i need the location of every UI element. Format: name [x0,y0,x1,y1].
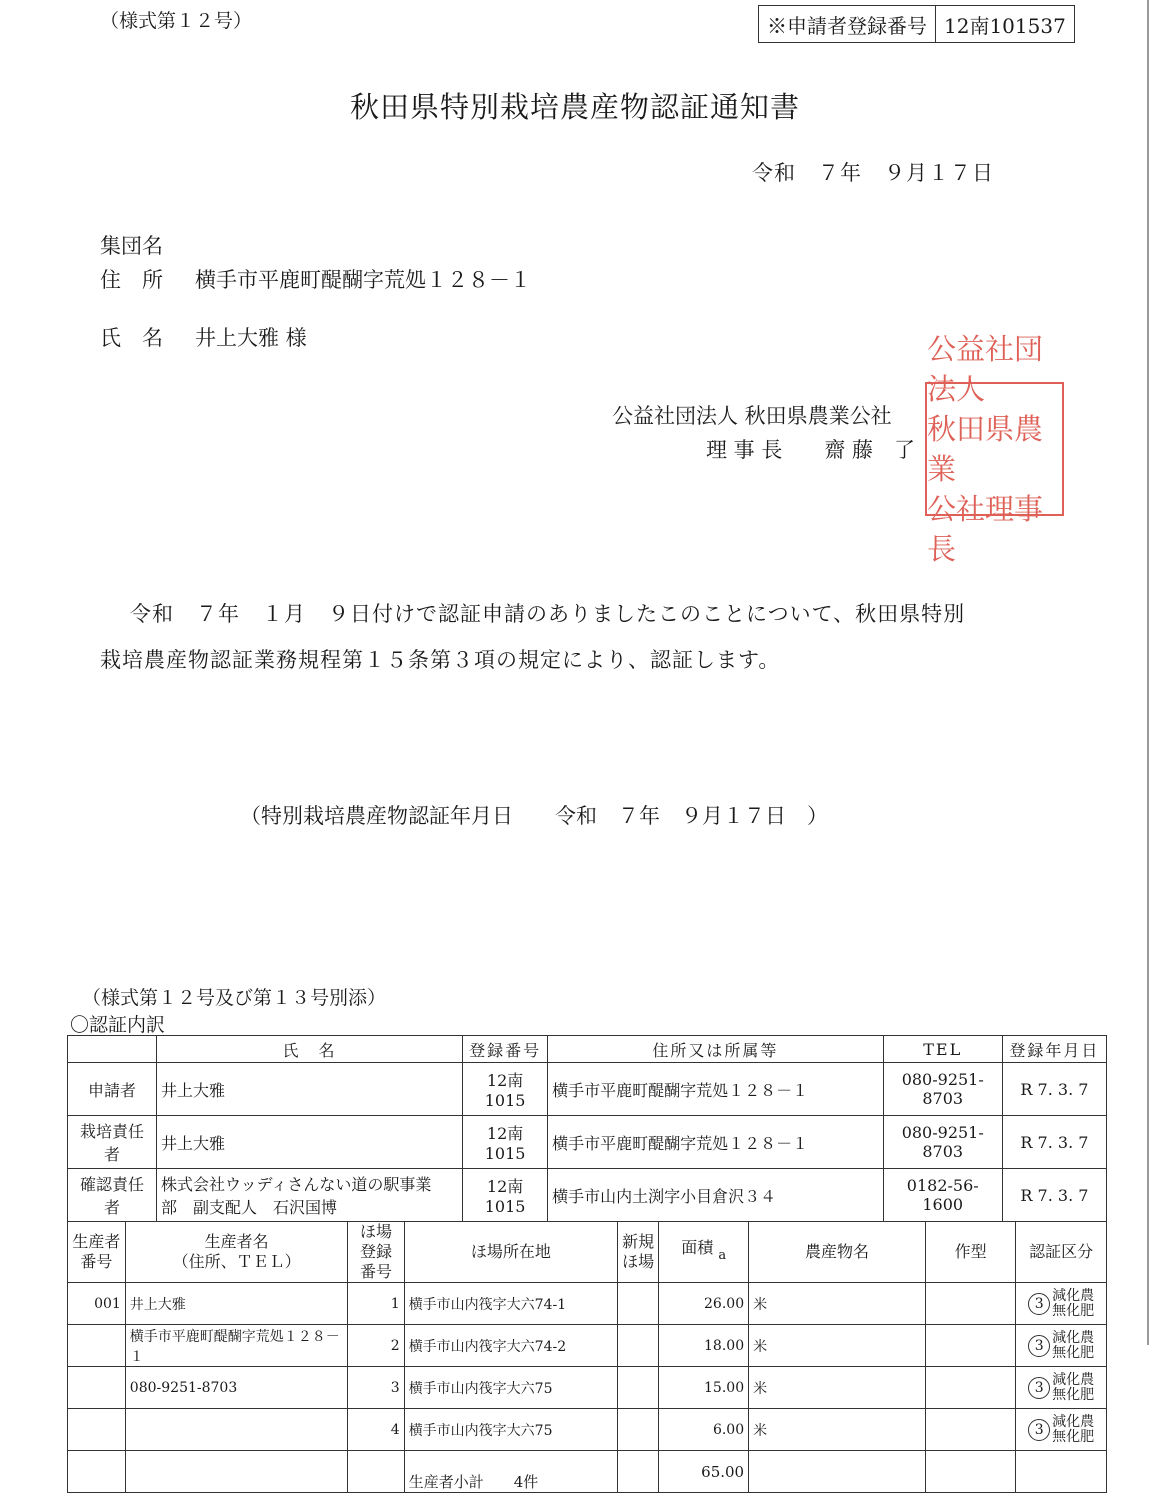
name-cell [156,1169,462,1222]
subtotal-empty-7 [1016,1451,1107,1493]
reg-cell: 12南1015 [463,1169,548,1222]
seal-line-3: 公社理事長 [927,492,1044,566]
table-row [68,1325,1107,1367]
location-cell: 横手市山内筏字大六75 [404,1367,617,1409]
issuer-organization: 公益社団法人 秋田県農業公社 [612,404,892,428]
body-line-1: 令和 ７年 １月 ９日付けで認証申請のありましたこのことについて、秋田県特別 [130,602,966,626]
name-label: 氏 名 [100,326,163,350]
producer-no-cell [68,1409,126,1451]
subtotal-empty-5 [749,1451,926,1493]
category-number: 3 [1028,1419,1050,1441]
producer-no-cell [68,1325,126,1367]
crop-type-cell [925,1283,1015,1325]
persons-header-reg: 登録番号 [463,1036,548,1063]
role-cell: 申請者 [68,1063,157,1116]
area-cell: 6.00 [659,1409,749,1451]
group-label: 集団名 [100,234,163,258]
category-number: 3 [1028,1293,1050,1315]
table-row [68,1409,1107,1451]
producer-info-cell: 080-9251-8703 [125,1367,348,1409]
table-row [68,1116,1107,1169]
category-line-2: 無化肥 [1052,1428,1095,1445]
producer-info-cell: 横手市平鹿町醍醐字荒処１２８－１ [125,1325,348,1367]
registration-box [758,5,1075,43]
issue-date: 令和 ７年 ９月１７日 [752,161,994,185]
crop-type-cell [925,1367,1015,1409]
crop-cell: 米 [749,1283,926,1325]
location-cell: 横手市山内筏字大六74-1 [404,1283,617,1325]
header-crop-type: 作型 [925,1222,1015,1283]
table-row [68,1367,1107,1409]
category-cell [1016,1325,1107,1367]
location-cell: 横手市山内筏字大六74-2 [404,1325,617,1367]
new-field-cell [618,1325,659,1367]
subtotal-row [68,1451,1107,1493]
crop-type-cell [925,1325,1015,1367]
subtotal-empty-6 [925,1451,1015,1493]
fields-table [67,1221,1107,1493]
table-row [68,1283,1107,1325]
reg-cell: 12南1015 [463,1116,548,1169]
role-cell: 栽培責任者 [68,1116,157,1169]
subtotal-empty-2 [125,1451,348,1493]
persons-table [67,1035,1107,1222]
subtotal-empty-1 [68,1451,126,1493]
attachment-label: （様式第１２号及び第１３号別添） [82,987,387,1009]
category-line-2: 無化肥 [1052,1386,1095,1403]
subtotal-empty-3 [348,1451,404,1493]
header-producer-name [125,1222,348,1283]
page-edge-line [1147,0,1149,1345]
date-cell: R 7. 3. 7 [1002,1063,1106,1116]
name-cell: 井上大雅 [156,1063,462,1116]
address-cell: 横手市平鹿町醍醐字荒処１２８－１ [548,1063,884,1116]
category-cell [1016,1409,1107,1451]
crop-type-cell [925,1409,1015,1451]
name-cell: 井上大雅 [156,1116,462,1169]
name-line-1: 株式会社ウッディさんない道の駅事業 [160,1175,432,1194]
header-producer-name-2: （住所、ＴＥＬ） [172,1252,301,1271]
scan-blank-area [0,1345,55,1475]
category-line-1: 減化農 [1052,1329,1095,1346]
address-label: 住 所 [100,268,163,292]
field-no-cell: 4 [348,1409,404,1451]
registration-label: ※申請者登録番号 [767,13,927,38]
recipient-address: 横手市平鹿町醍醐字荒処１２８－１ [195,268,531,292]
address-cell: 横手市山内土渕字小目倉沢３４ [548,1169,884,1222]
date-cell: R 7. 3. 7 [1002,1169,1106,1222]
recipient-name: 井上大雅 様 [195,326,307,350]
persons-header-address: 住所又は所属等 [548,1036,884,1063]
field-no-cell: 2 [348,1325,404,1367]
tel-cell: 0182-56-1600 [883,1169,1002,1222]
area-cell: 18.00 [659,1325,749,1367]
subtotal-area: 65.00 [659,1451,749,1493]
persons-header-name: 氏 名 [156,1036,462,1063]
persons-header-date: 登録年月日 [1002,1036,1106,1063]
certification-date: （特別栽培農産物認証年月日 令和 ７年 ９月１７日 ） [240,804,828,828]
crop-cell: 米 [749,1409,926,1451]
form-number: （様式第１２号） [100,10,253,32]
location-cell: 横手市山内筏字大六75 [404,1409,617,1451]
header-new-field: 新規ほ場 [618,1222,659,1283]
table-row [68,1063,1107,1116]
new-field-cell [618,1409,659,1451]
persons-header-row [68,1036,1107,1063]
crop-cell: 米 [749,1367,926,1409]
reg-cell: 12南1015 [463,1063,548,1116]
header-field-location: ほ場所在地 [404,1222,617,1283]
category-number: 3 [1028,1377,1050,1399]
fields-header-row [68,1222,1107,1283]
header-category: 認証区分 [1016,1222,1107,1283]
persons-header-role [68,1036,157,1063]
producer-info-cell [125,1409,348,1451]
category-line-1: 減化農 [1052,1371,1095,1388]
header-crop: 農産物名 [749,1222,926,1283]
header-producer-no: 生産者番号 [68,1222,126,1283]
crop-cell: 米 [749,1325,926,1367]
category-cell [1016,1283,1107,1325]
breakdown-label: 〇認証内訳 [70,1014,166,1036]
producer-info-cell: 井上大雅 [125,1283,348,1325]
date-cell: R 7. 3. 7 [1002,1116,1106,1169]
subtotal-empty-4 [618,1451,659,1493]
header-area [659,1222,749,1283]
field-no-cell: 1 [348,1283,404,1325]
subtotal-label: 生産者小計 4件 [404,1451,617,1493]
header-area-unit: a [718,1248,727,1263]
table-row [68,1169,1107,1222]
name-line-2: 部 副支配人 石沢国博 [160,1198,337,1217]
header-field-reg-no: ほ場登録番号 [348,1222,404,1283]
address-cell: 横手市平鹿町醍醐字荒処１２８－１ [548,1116,884,1169]
category-line-1: 減化農 [1052,1413,1095,1430]
category-cell [1016,1367,1107,1409]
header-producer-name-1: 生産者名 [204,1232,269,1251]
producer-no-cell [68,1367,126,1409]
category-line-2: 無化肥 [1052,1302,1095,1319]
persons-header-tel: TEL [883,1036,1002,1063]
seal-line-2: 秋田県農業 [927,412,1044,486]
tel-cell: 080-9251-8703 [883,1116,1002,1169]
field-no-cell: 3 [348,1367,404,1409]
area-cell: 26.00 [659,1283,749,1325]
registration-number: 12南101537 [935,6,1074,42]
header-area-label: 面積 [681,1238,714,1257]
tel-cell: 080-9251-8703 [883,1063,1002,1116]
category-line-1: 減化農 [1052,1287,1095,1304]
body-line-2: 栽培農産物認証業務規程第１５条第３項の規定により、認証します。 [100,648,781,672]
category-number: 3 [1028,1335,1050,1357]
document-title: 秋田県特別栽培農産物認証通知書 [350,90,801,124]
new-field-cell [618,1367,659,1409]
role-cell: 確認責任者 [68,1169,157,1222]
producer-no-cell: 001 [68,1283,126,1325]
area-cell: 15.00 [659,1367,749,1409]
official-seal [925,332,1064,566]
seal-line-1: 公益社団法人 [927,332,1044,406]
new-field-cell [618,1283,659,1325]
category-line-2: 無化肥 [1052,1344,1095,1361]
issuer-title-name: 理 事 長 齋 藤 了 [706,438,916,462]
